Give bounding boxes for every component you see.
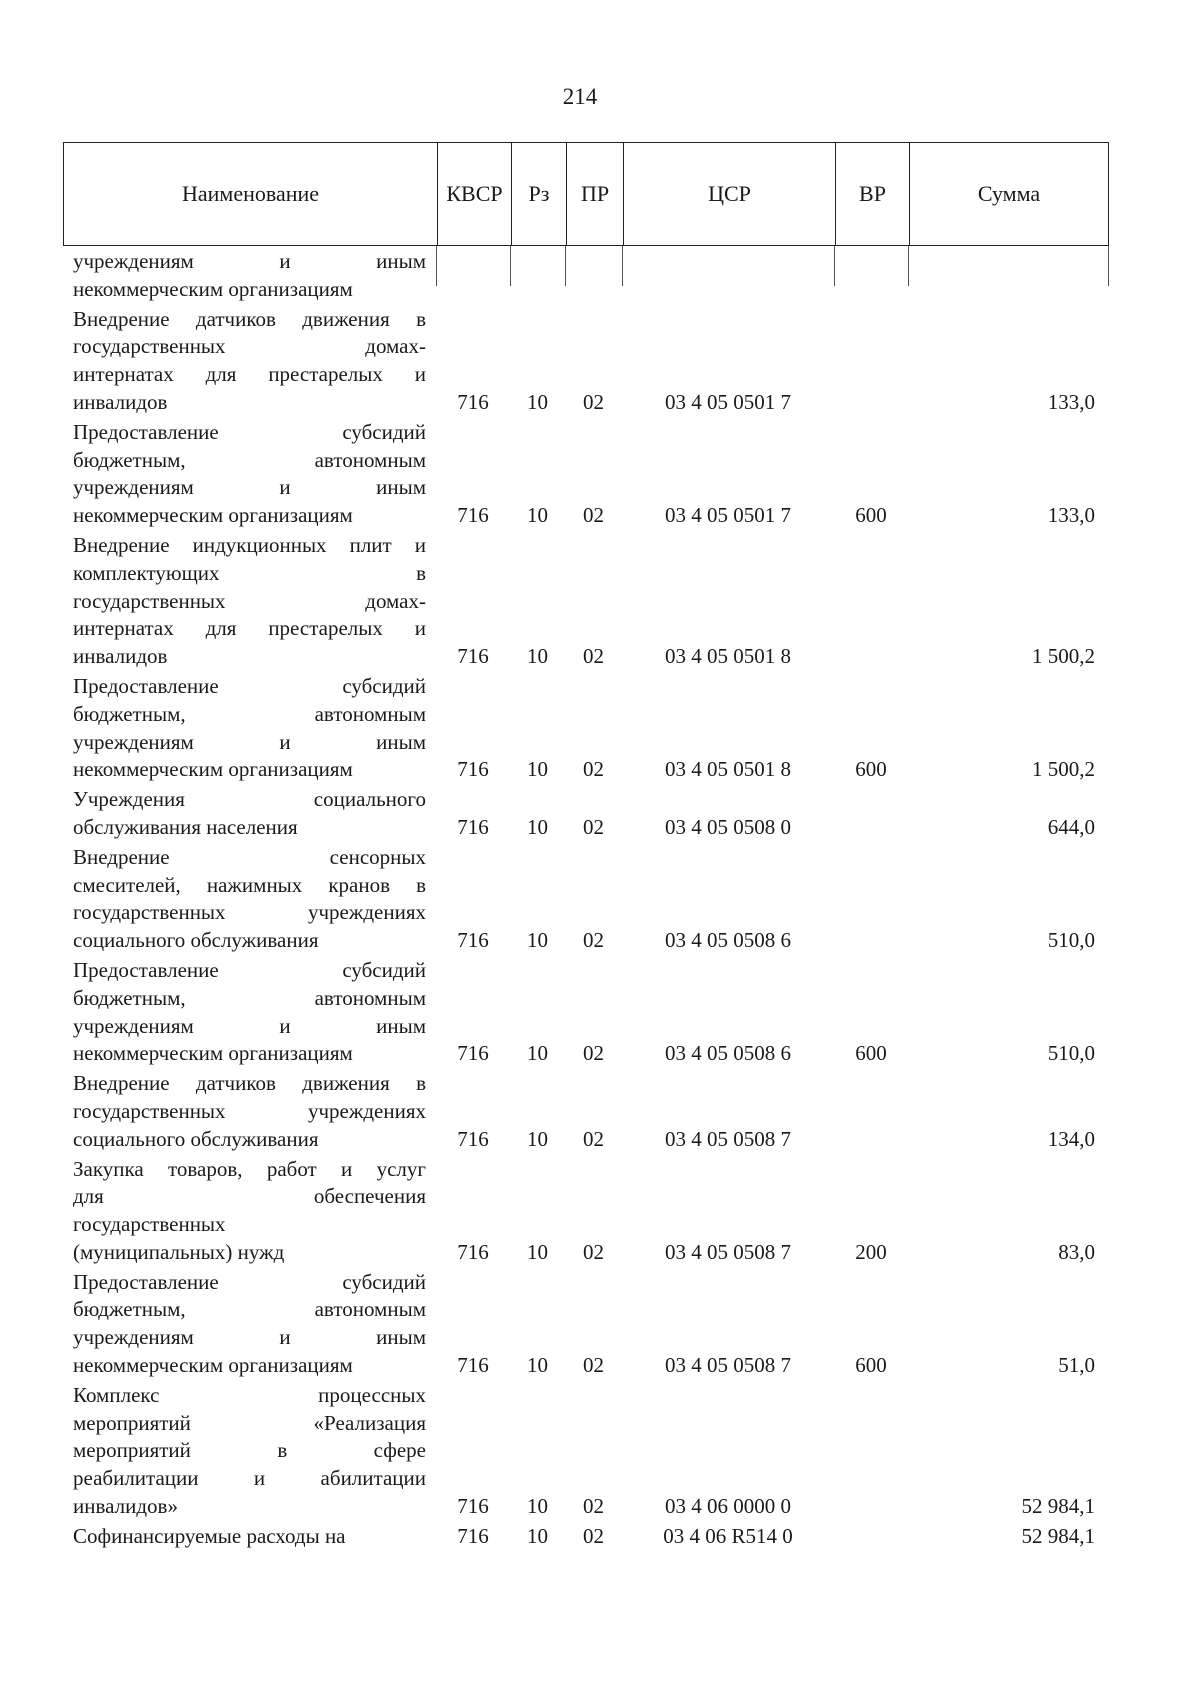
- row-csr: 03 4 05 0508 7: [665, 1353, 791, 1378]
- row-name-line: государственных учреждениях: [73, 1098, 426, 1123]
- table-row: [63, 784, 1109, 842]
- column-divider: [510, 246, 511, 286]
- row-name-line: государственных домах-: [73, 334, 426, 359]
- row-name-line: интернатах для престарелых и: [73, 362, 426, 387]
- row-name-line: Софинансируемые расходы на: [73, 1523, 346, 1548]
- row-rz: 10: [527, 503, 548, 528]
- row-csr: 03 4 05 0508 7: [665, 1126, 791, 1151]
- row-name-line: государственных: [73, 1212, 226, 1237]
- header-kvsr: КВСР: [437, 143, 511, 245]
- row-kvsr: 716: [457, 757, 489, 782]
- table-row: [63, 955, 1109, 1068]
- row-pr: 02: [583, 1126, 604, 1151]
- row-name: [63, 1382, 436, 1521]
- row-csr: 03 4 05 0501 7: [665, 503, 791, 528]
- row-name-line: бюджетным, автономным: [73, 985, 426, 1010]
- row-kvsr: [436, 248, 510, 304]
- row-kvsr: 716: [457, 1126, 489, 1151]
- row-vr: [834, 532, 908, 671]
- row-name: [63, 248, 436, 304]
- row-vr: 600: [855, 757, 887, 782]
- header-name: Наименование: [181, 181, 320, 206]
- table-row: [63, 1521, 1109, 1551]
- table-row: [63, 530, 1109, 671]
- row-rz: 10: [527, 1239, 548, 1264]
- row-name-line: государственных домах-: [73, 588, 426, 613]
- budget-table: [63, 142, 1109, 1551]
- row-sum: 510,0: [1047, 1041, 1095, 1066]
- row-name-line: мероприятий «Реализация: [73, 1410, 426, 1435]
- row-pr: 02: [583, 1494, 604, 1519]
- row-rz: 10: [527, 814, 548, 839]
- row-vr: 200: [855, 1239, 887, 1264]
- row-vr: [834, 844, 908, 955]
- row-name-line: обслуживания населения: [73, 814, 298, 839]
- column-divider: [1108, 246, 1109, 286]
- row-name: [63, 1070, 436, 1153]
- row-pr: 02: [583, 644, 604, 669]
- row-name-line: (муниципальных) нужд: [73, 1239, 285, 1264]
- row-kvsr: 716: [457, 814, 489, 839]
- row-rz: 10: [527, 1523, 548, 1548]
- table-row: [63, 671, 1109, 784]
- row-name-line: Предоставление субсидий: [73, 957, 426, 982]
- row-sum: 134,0: [1047, 1126, 1095, 1151]
- row-name-line: государственных учреждениях: [73, 900, 426, 925]
- row-name-line: социального обслуживания: [73, 1126, 319, 1151]
- row-name-line: некоммерческим организациям: [73, 1041, 353, 1066]
- row-kvsr: 716: [457, 1494, 489, 1519]
- row-rz: 10: [527, 757, 548, 782]
- row-sum: 52 984,1: [1021, 1523, 1095, 1548]
- row-sum: 52 984,1: [1021, 1494, 1095, 1519]
- row-csr: 03 4 05 0508 7: [665, 1239, 791, 1264]
- row-name-line: учреждениям и иным: [73, 1013, 426, 1038]
- row-pr: [565, 248, 622, 304]
- row-pr: 02: [583, 1239, 604, 1264]
- row-name-line: некоммерческим организациям: [73, 1353, 353, 1378]
- row-name-line: Внедрение сенсорных: [73, 844, 426, 869]
- row-name: [63, 1523, 436, 1551]
- row-pr: 02: [583, 389, 604, 414]
- row-kvsr: 716: [457, 1353, 489, 1378]
- row-name-line: комплектующих в: [73, 560, 426, 585]
- row-sum: 1 500,2: [1032, 644, 1095, 669]
- header-rz: Рз: [511, 143, 566, 245]
- row-rz: 10: [527, 1126, 548, 1151]
- row-csr: 03 4 05 0508 0: [665, 814, 791, 839]
- row-csr: 03 4 05 0501 8: [665, 757, 791, 782]
- row-name-line: смесителей, нажимных кранов в: [73, 872, 426, 897]
- row-pr: 02: [583, 1353, 604, 1378]
- table-header: [63, 142, 1109, 246]
- table-row: [63, 1154, 1109, 1267]
- column-divider: [565, 246, 566, 286]
- row-vr: 600: [855, 1041, 887, 1066]
- row-csr: [622, 248, 834, 304]
- row-sum: 644,0: [1047, 814, 1095, 839]
- column-divider: [834, 246, 835, 286]
- header-vr: ВР: [835, 143, 909, 245]
- row-name-line: Внедрение датчиков движения в: [73, 306, 426, 331]
- row-name-line: инвалидов»: [73, 1494, 178, 1519]
- row-name-line: Внедрение датчиков движения в: [73, 1071, 426, 1096]
- row-name: [63, 786, 436, 842]
- row-name: [63, 1269, 436, 1380]
- row-name-line: бюджетным, автономным: [73, 1297, 426, 1322]
- row-pr: 02: [583, 928, 604, 953]
- column-divider: [436, 246, 437, 286]
- row-name: [63, 844, 436, 955]
- row-name: [63, 306, 436, 417]
- row-name-line: учреждениям и иным: [73, 729, 426, 754]
- column-divider: [622, 246, 623, 286]
- row-name-line: бюджетным, автономным: [73, 701, 426, 726]
- table-row: [63, 842, 1109, 955]
- row-name-line: Комплекс процессных: [73, 1382, 426, 1407]
- row-csr: 03 4 05 0501 7: [665, 389, 791, 414]
- row-sum: 83,0: [1058, 1239, 1095, 1264]
- row-rz: 10: [527, 1494, 548, 1519]
- row-rz: 10: [527, 1041, 548, 1066]
- row-name-line: бюджетным, автономным: [73, 447, 426, 472]
- row-name-line: Предоставление субсидий: [73, 1269, 426, 1294]
- row-name-line: Учреждения социального: [73, 787, 426, 812]
- table-row: [63, 417, 1109, 530]
- row-vr: [834, 1070, 908, 1153]
- row-rz: 10: [527, 389, 548, 414]
- row-csr: 03 4 06 R514 0: [663, 1523, 793, 1548]
- row-name-line: реабилитации и абилитации: [73, 1466, 426, 1491]
- row-name-line: Предоставление субсидий: [73, 673, 426, 698]
- row-name-line: некоммерческим организациям: [73, 757, 353, 782]
- row-rz: 10: [527, 644, 548, 669]
- table-row: [63, 246, 1109, 304]
- row-kvsr: 716: [457, 928, 489, 953]
- header-csr: ЦСР: [623, 143, 835, 245]
- table-body: [63, 246, 1109, 1551]
- row-name-line: социального обслуживания: [73, 928, 319, 953]
- row-name-line: некоммерческим организациям: [73, 503, 353, 528]
- row-sum: 1 500,2: [1032, 757, 1095, 782]
- row-vr: [834, 1523, 908, 1551]
- row-kvsr: 716: [457, 389, 489, 414]
- row-sum: 51,0: [1058, 1353, 1095, 1378]
- row-name-line: мероприятий в сфере: [73, 1438, 426, 1463]
- row-name-line: Внедрение индукционных плит и: [73, 532, 426, 557]
- row-name-line: учреждениям и иным: [73, 475, 426, 500]
- row-name-line: для обеспечения: [73, 1184, 426, 1209]
- row-name-line: Предоставление субсидий: [73, 419, 426, 444]
- row-kvsr: 716: [457, 1523, 489, 1548]
- row-vr: [834, 786, 908, 842]
- row-name-line: учреждениям и иным: [73, 1325, 426, 1350]
- table-row: [63, 1068, 1109, 1153]
- row-name-line: инвалидов: [73, 644, 168, 669]
- row-name: [63, 419, 436, 530]
- row-name-line: некоммерческим организациям: [73, 276, 353, 301]
- row-name: [63, 1156, 436, 1267]
- table-row: [63, 304, 1109, 417]
- row-rz: 10: [527, 1353, 548, 1378]
- table-row: [63, 1267, 1109, 1380]
- row-name: [63, 957, 436, 1068]
- row-pr: 02: [583, 814, 604, 839]
- page-number: 214: [562, 84, 598, 109]
- row-name: [63, 673, 436, 784]
- row-pr: 02: [583, 1041, 604, 1066]
- header-pr: ПР: [566, 143, 623, 245]
- row-csr: 03 4 05 0508 6: [665, 928, 791, 953]
- row-sum: 510,0: [1047, 928, 1095, 953]
- row-name-line: интернатах для престарелых и: [73, 616, 426, 641]
- row-csr: 03 4 05 0508 6: [665, 1041, 791, 1066]
- column-divider: [908, 246, 909, 286]
- row-kvsr: 716: [457, 1041, 489, 1066]
- row-sum: 133,0: [1047, 389, 1095, 414]
- row-vr: 600: [855, 503, 887, 528]
- header-sum: Сумма: [909, 143, 1108, 245]
- row-pr: 02: [583, 1523, 604, 1548]
- row-name-line: инвалидов: [73, 389, 168, 414]
- row-sum: [908, 248, 1109, 304]
- row-sum: 133,0: [1047, 503, 1095, 528]
- row-kvsr: 716: [457, 503, 489, 528]
- row-vr: [834, 1382, 908, 1521]
- row-vr: [834, 306, 908, 417]
- row-pr: 02: [583, 757, 604, 782]
- table-row: [63, 1380, 1109, 1521]
- row-name-line: учреждениям и иным: [73, 249, 426, 273]
- row-csr: 03 4 06 0000 0: [665, 1494, 791, 1519]
- row-vr: [834, 248, 908, 304]
- row-csr: 03 4 05 0501 8: [665, 644, 791, 669]
- row-rz: [510, 248, 565, 304]
- row-kvsr: 716: [457, 644, 489, 669]
- row-pr: 02: [583, 503, 604, 528]
- row-vr: 600: [855, 1353, 887, 1378]
- row-name: [63, 532, 436, 671]
- row-rz: 10: [527, 928, 548, 953]
- row-kvsr: 716: [457, 1239, 489, 1264]
- row-name-line: Закупка товаров, работ и услуг: [73, 1156, 426, 1181]
